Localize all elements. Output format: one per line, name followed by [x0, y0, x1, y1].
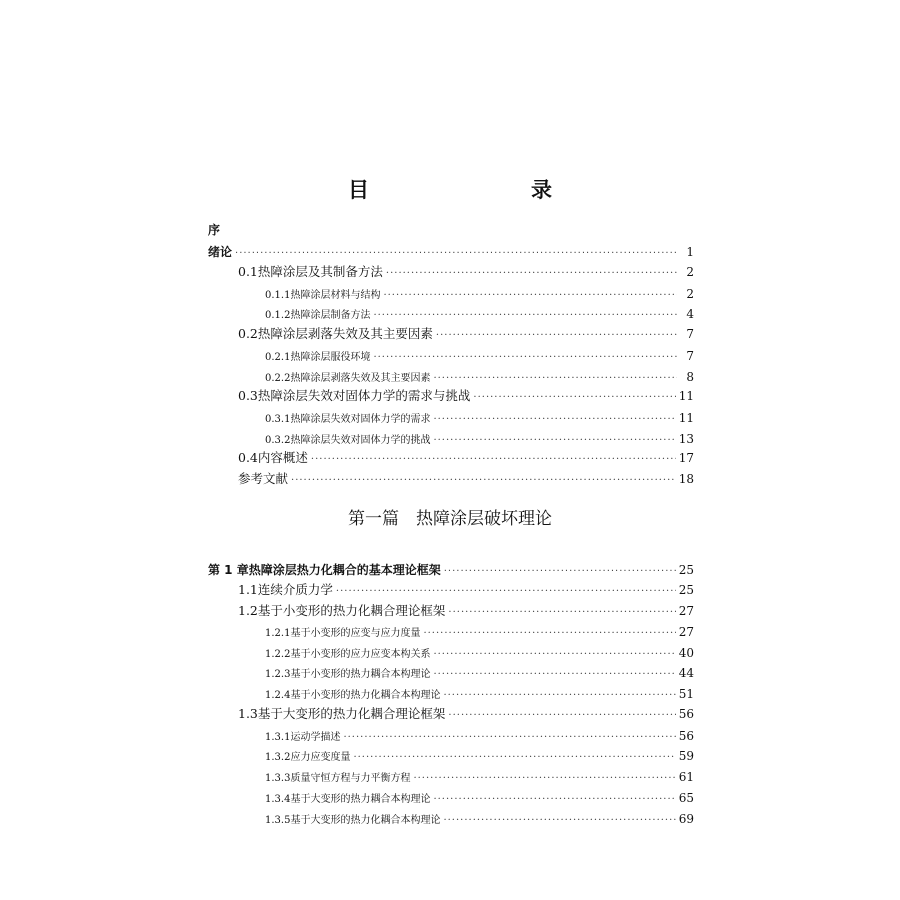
toc-page: 7 [686, 349, 694, 363]
toc-label: 热障涂层制备方法 [290, 310, 371, 321]
toc-leader [386, 269, 677, 279]
toc-section-0-1 [208, 266, 694, 279]
toc-section-1-3 [208, 708, 694, 721]
toc-leader [423, 629, 675, 639]
toc-label: 运动学描述 [290, 732, 341, 743]
toc-section-0-3-1 [208, 412, 694, 425]
toc-leader [433, 374, 677, 384]
toc-section-0-1-1 [208, 288, 694, 301]
toc-leader [336, 587, 676, 597]
toc-label: 热障涂层失效对固体力学的挑战 [290, 435, 431, 446]
toc-num: 1.3.4 [265, 794, 291, 805]
part-title: 第一篇 热障涂层破坏理论 [348, 509, 552, 529]
toc-num: 1.2.1 [265, 628, 291, 639]
toc-leader [311, 455, 676, 465]
toc-num: 0.1.1 [265, 290, 291, 301]
toc-label: 基于大变形的热力耦合本构理论 [290, 794, 431, 805]
toc-label: 基于小变形的热力化耦合理论框架 [257, 603, 446, 618]
toc-page: 4 [686, 307, 694, 321]
toc-label: 热障涂层剥落失效及其主要因素 [290, 373, 431, 384]
toc-page: 65 [678, 791, 694, 805]
toc-label: 基于小变形的热力耦合本构理论 [290, 669, 431, 680]
toc-label: 基于小变形的应变与应力度量 [290, 628, 421, 639]
toc-label: 热障涂层失效对固体力学的需求 [290, 414, 431, 425]
toc-leader [473, 393, 675, 403]
toc-section-0-2 [208, 328, 694, 341]
toc-page: 18 [678, 472, 694, 486]
toc-leader [373, 353, 677, 363]
toc-page: 40 [678, 646, 694, 660]
toc-section-1-3-2 [208, 750, 694, 763]
toc-preface [208, 224, 694, 236]
toc-label: 热障涂层材料与结构 [290, 290, 381, 301]
page-title: 目 录 [348, 178, 592, 202]
toc-section-1-2 [208, 605, 694, 618]
toc-section-1-2-1 [208, 626, 694, 639]
toc-leader [433, 436, 675, 446]
toc-num: 0.1.2 [265, 310, 291, 321]
toc-intro [208, 246, 694, 259]
toc-leader [443, 816, 675, 826]
toc-page: 8 [686, 370, 694, 384]
toc-section-1-2-2 [208, 647, 694, 660]
toc-references [208, 473, 694, 486]
toc-page: 25 [678, 563, 694, 577]
toc-section-0-1-2 [208, 308, 694, 321]
toc-leader [444, 567, 676, 577]
toc-label: 基于大变形的热力化耦合本构理论 [290, 815, 441, 826]
toc-page: 2 [686, 265, 694, 279]
toc-section-1-1 [208, 584, 694, 597]
toc-leader [291, 476, 676, 486]
toc-label: 应力应变度量 [290, 752, 351, 763]
toc-page: 44 [678, 666, 694, 680]
toc-section-0-4 [208, 452, 694, 465]
toc-label: 连续介质力学 [257, 582, 333, 597]
toc-page: 69 [678, 812, 694, 826]
toc-num: 0.1 [238, 264, 258, 279]
toc-leader [448, 711, 675, 721]
toc-page: 56 [678, 707, 694, 721]
toc-num: 0.3.1 [265, 414, 291, 425]
toc-chapter-1 [208, 564, 694, 577]
toc-label: 序 [208, 223, 221, 237]
toc-label: 内容概述 [257, 450, 308, 465]
toc-page: 27 [678, 604, 694, 618]
toc-page: 59 [678, 749, 694, 763]
toc-num: 第 1 章 [208, 563, 249, 577]
toc-page: 2 [686, 287, 694, 301]
toc-section-1-3-4 [208, 792, 694, 805]
toc-label: 绪论 [208, 245, 233, 259]
toc-section-1-2-3 [208, 667, 694, 680]
toc-page: 25 [678, 583, 694, 597]
toc-section-1-3-1 [208, 730, 694, 743]
toc-leader [343, 733, 675, 743]
toc-label: 热障涂层剥落失效及其主要因素 [257, 326, 433, 341]
toc-page: 27 [678, 625, 694, 639]
toc-label: 热障涂层服役环境 [290, 352, 371, 363]
toc-leader [413, 774, 675, 784]
toc-num: 1.2.3 [265, 669, 291, 680]
toc-page: 56 [678, 729, 694, 743]
toc-page: 11 [678, 411, 694, 425]
toc-label: 热障涂层失效对固体力学的需求与挑战 [257, 388, 471, 403]
toc-num: 1.3.5 [265, 815, 291, 826]
toc-leader [235, 249, 677, 259]
toc-leader [448, 608, 675, 618]
toc-num: 0.2.1 [265, 352, 291, 363]
toc-leader [353, 753, 675, 763]
toc-num: 1.3.2 [265, 752, 291, 763]
toc-label: 基于小变形的应力应变本构关系 [290, 649, 431, 660]
toc-label: 热障涂层及其制备方法 [257, 264, 383, 279]
toc-page: 17 [678, 451, 694, 465]
toc-page: 11 [678, 389, 694, 403]
toc-leader [433, 795, 675, 805]
toc-page: 51 [678, 687, 694, 701]
toc-num: 0.3.2 [265, 435, 291, 446]
toc-num: 1.3.3 [265, 773, 291, 784]
toc-leader [433, 650, 675, 660]
toc-page: 61 [678, 770, 694, 784]
toc-label: 热障涂层热力化耦合的基本理论框架 [248, 563, 441, 577]
toc-num: 1.2.2 [265, 649, 291, 660]
toc-num: 0.4 [238, 450, 258, 465]
toc-section-1-2-4 [208, 688, 694, 701]
toc-num: 1.3 [238, 706, 258, 721]
toc-leader [373, 311, 677, 321]
toc-section-0-2-1 [208, 350, 694, 363]
toc-num: 0.2.2 [265, 373, 291, 384]
toc-leader [436, 331, 677, 341]
toc-section-1-3-3 [208, 771, 694, 784]
toc-page: 13 [678, 432, 694, 446]
toc-leader [443, 691, 675, 701]
toc-num: 0.2 [238, 326, 258, 341]
toc-label: 基于大变形的热力化耦合理论框架 [257, 706, 446, 721]
toc-section-0-3-2 [208, 433, 694, 446]
toc-leader [433, 415, 675, 425]
toc-label: 质量守恒方程与力平衡方程 [290, 773, 411, 784]
toc-section-0-2-2 [208, 371, 694, 384]
toc-num: 1.2.4 [265, 690, 291, 701]
toc-label: 基于小变形的热力化耦合本构理论 [290, 690, 441, 701]
toc-num: 1.3.1 [265, 732, 291, 743]
toc-page: 7 [686, 327, 694, 341]
toc-leader [433, 670, 675, 680]
toc-page: 1 [686, 245, 694, 259]
toc-section-1-3-5 [208, 813, 694, 826]
toc-section-0-3 [208, 390, 694, 403]
toc-num: 1.2 [238, 603, 258, 618]
toc-num: 1.1 [238, 582, 258, 597]
toc-leader [383, 291, 677, 301]
toc-label: 参考文献 [238, 471, 289, 486]
toc-num: 0.3 [238, 388, 258, 403]
